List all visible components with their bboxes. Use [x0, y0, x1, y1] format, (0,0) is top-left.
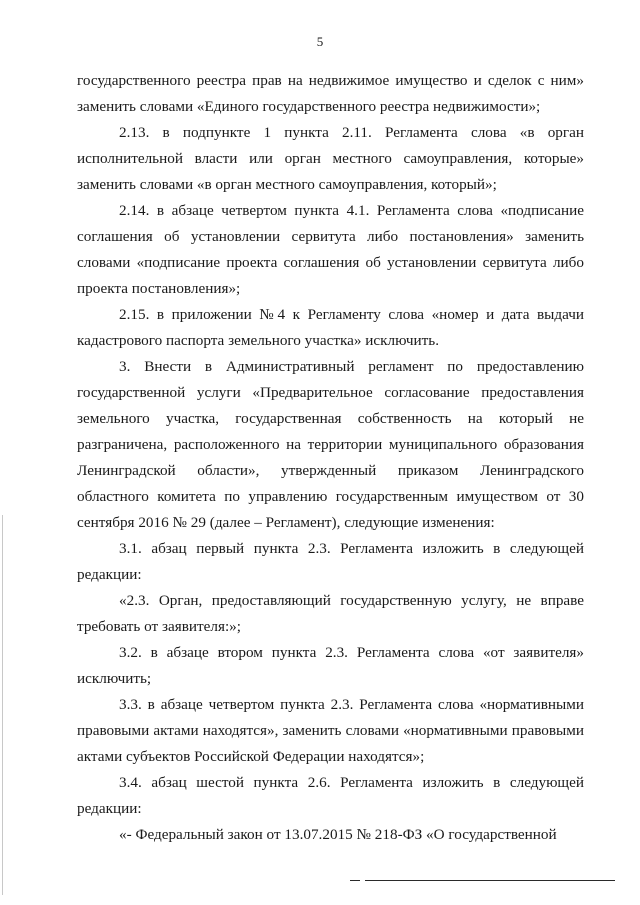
footer-rule — [365, 880, 615, 881]
paragraph-quote-2-3: «2.3. Орган, предоставляющий государственную услугу, не вправе требовать от заявителя:»; — [77, 592, 584, 635]
scan-edge-mark — [2, 515, 3, 895]
paragraph-continuation: государственного реестра прав на недвижимое имущество и сделок с ним» заменить словами «Единого государственного реестра недвижимости»; — [77, 72, 584, 115]
paragraph-2-14: 2.14. в абзаце четвертом пункта 4.1. Регламента слова «подписание соглашения об установлении сервитута либо постановления» заменить словами «подписание проекта соглашения об установлении сервитута либо проекта постановления»; — [77, 202, 584, 297]
paragraph-3-3: 3.3. в абзаце четвертом пункта 2.3. Регламента слова «нормативными правовыми актами находятся», заменить словами «нормативными правовыми актами субъектов Российской Федерации находятся»; — [77, 696, 584, 765]
paragraph-quote-federal-law: «- Федеральный закон от 13.07.2015 № 218-ФЗ «О государственной — [119, 826, 557, 843]
page-number: 5 — [316, 34, 324, 49]
paragraph-3: 3. Внести в Административный регламент по предоставлению государственной услуги «Предварительное согласование предоставления земельного участка, государственная собственность на который не разграничена, расположенного на территории муниципального образования Ленинградской области», утвержденный приказом Ленинградского областного комитета по управлению государственным имуществом от 30 сентября 2016 № 29 (далее – Регламент), следующие изменения: — [77, 358, 584, 531]
paragraph-3-1: 3.1. абзац первый пункта 2.3. Регламента изложить в следующей редакции: — [77, 540, 584, 583]
paragraph-2-13: 2.13. в подпункте 1 пункта 2.11. Регламента слова «в орган исполнительной власти или орган местного самоуправления, которые» заменить словами «в орган местного самоуправления, который»; — [77, 124, 584, 193]
paragraph-3-2: 3.2. в абзаце втором пункта 2.3. Регламента слова «от заявителя» исключить; — [77, 644, 584, 687]
footer-rule-tick — [350, 880, 360, 881]
document-body — [77, 68, 584, 848]
paragraph-2-15: 2.15. в приложении №4 к Регламенту слова «номер и дата выдачи кадастрового паспорта земельного участка» исключить. — [77, 306, 584, 349]
paragraph-3-4: 3.4. абзац шестой пункта 2.6. Регламента изложить в следующей редакции: — [77, 774, 584, 817]
